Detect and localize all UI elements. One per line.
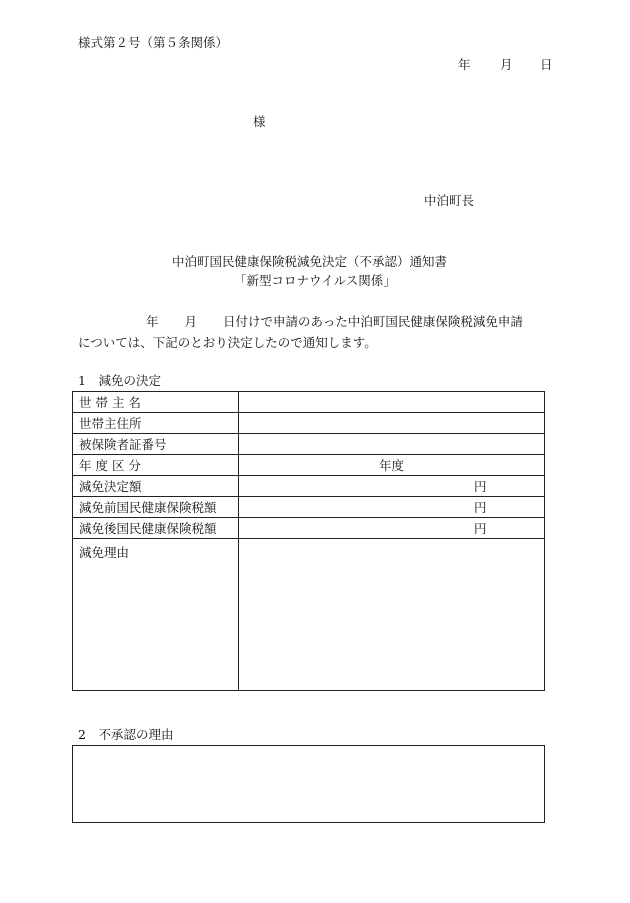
date-month-label: 月	[500, 57, 513, 72]
row-label-tax-before-reduction: 減免前国民健康保険税額	[73, 497, 239, 518]
body-year-label: 年	[146, 314, 159, 329]
table-row	[73, 539, 545, 691]
table-row	[73, 518, 545, 539]
row-label-householder-address: 世帯主住所	[73, 413, 239, 434]
field-householder-name[interactable]	[239, 392, 545, 413]
table-row	[73, 455, 545, 476]
row-label-householder-name: 世 帯 主 名	[73, 392, 239, 413]
table-row	[73, 497, 545, 518]
date-day-label: 日	[540, 57, 553, 72]
yen-unit: 円	[474, 500, 487, 515]
field-tax-after-reduction[interactable]	[239, 518, 545, 539]
table-row	[73, 476, 545, 497]
yen-unit: 円	[474, 479, 487, 494]
row-label-fiscal-year: 年 度 区 分	[73, 455, 239, 476]
body-month-label: 月	[184, 314, 198, 329]
table-row	[73, 413, 545, 434]
notice-body-line1	[78, 312, 548, 333]
notice-body	[78, 312, 548, 353]
row-label-insurance-card-number: 被保険者証番号	[73, 434, 239, 455]
field-reduction-amount[interactable]	[239, 476, 545, 497]
yen-unit: 円	[474, 521, 487, 536]
field-insurance-card-number[interactable]	[239, 434, 545, 455]
field-reduction-reason[interactable]	[239, 539, 545, 691]
field-fiscal-year[interactable]	[239, 455, 545, 476]
document-title: 中泊町国民健康保険税減免決定（不承認）通知書	[172, 254, 448, 269]
table-row	[73, 392, 545, 413]
field-disapproval-reason[interactable]	[72, 745, 545, 823]
fiscal-year-unit: 年度	[379, 458, 405, 473]
section2-heading: 2 不承認の理由	[78, 727, 174, 742]
row-label-reduction-reason: 減免理由	[73, 539, 239, 691]
table-row	[73, 434, 545, 455]
field-householder-address[interactable]	[239, 413, 545, 434]
document-subtitle: 「新型コロナウイルス関係」	[234, 273, 396, 288]
reduction-decision-table	[72, 391, 545, 691]
row-label-tax-after-reduction: 減免後国民健康保険税額	[73, 518, 239, 539]
row-label-reduction-amount: 減免決定額	[73, 476, 239, 497]
sender-name: 中泊町長	[424, 193, 475, 208]
addressee-suffix: 様	[253, 114, 266, 129]
date-year-label: 年	[458, 57, 471, 72]
form-number: 様式第２号（第５条関係）	[78, 35, 229, 50]
section1-heading: 1 減免の決定	[78, 373, 161, 388]
notice-body-line2: については、下記のとおり決定したので通知します。	[78, 334, 377, 350]
field-tax-before-reduction[interactable]	[239, 497, 545, 518]
body-line1-rest: 日付けで申請のあった中泊町国民健康保険税減免申請	[223, 314, 523, 329]
